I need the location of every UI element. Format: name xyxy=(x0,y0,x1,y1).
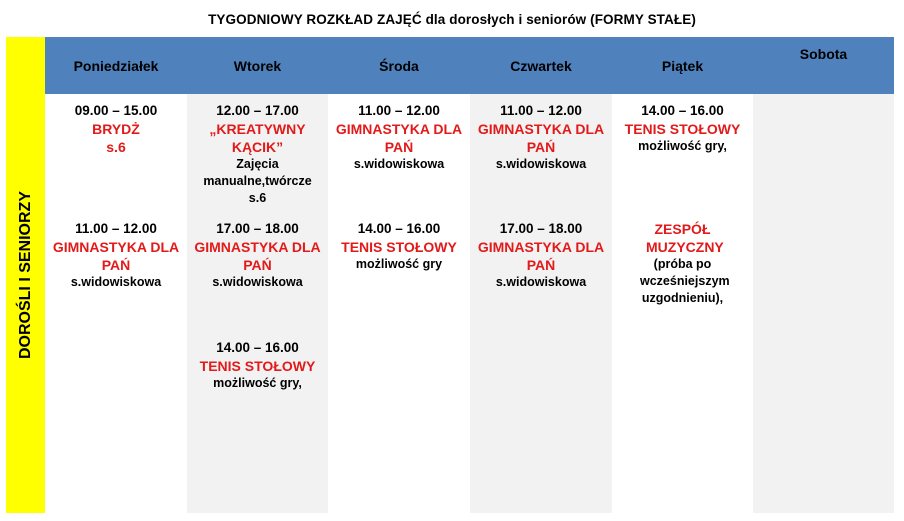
schedule-entry xyxy=(470,220,612,291)
entry-place: s.widowiskowa xyxy=(212,275,303,289)
entry-time: 14.00 – 16.00 xyxy=(216,340,299,355)
day-header-wednesday xyxy=(328,37,470,94)
schedule-entry xyxy=(45,220,187,291)
entry-activity: TENIS STOŁOWY xyxy=(624,121,741,137)
schedule-title: TYGODNIOWY ROZKŁAD ZAJĘĆ dla dorosłych i seniorów (FORMY STAŁE) xyxy=(208,12,696,27)
column-tuesday xyxy=(187,94,328,513)
column-wednesday xyxy=(328,94,470,513)
entry-activity: „KREATYWNY KĄCIK” xyxy=(209,121,306,155)
day-label-tuesday: Wtorek xyxy=(233,58,282,74)
day-label-friday: Piątek xyxy=(661,58,704,74)
column-monday xyxy=(45,94,187,513)
entry-activity: GIMNASTYKA DLA PAŃ xyxy=(477,239,605,273)
entry-time: 11.00 – 12.00 xyxy=(75,221,157,236)
schedule-entry xyxy=(612,220,753,307)
day-label-saturday: Sobota xyxy=(799,46,848,62)
schedule-entry xyxy=(45,102,187,156)
schedule-entry xyxy=(187,339,328,392)
column-thursday xyxy=(470,94,612,513)
day-label-thursday: Czwartek xyxy=(510,58,572,74)
entry-place: możliwość gry, xyxy=(213,376,302,390)
schedule-entry xyxy=(470,102,612,173)
entry-place: s.widowiskowa xyxy=(495,157,587,171)
schedule-entry xyxy=(328,102,470,173)
entry-place: s.widowiskowa xyxy=(353,157,445,171)
entry-activity: GIMNASTYKA DLA PAŃ xyxy=(477,121,605,155)
schedule-entry xyxy=(328,220,470,273)
entry-time: 11.00 – 12.00 xyxy=(358,103,440,118)
day-header-saturday xyxy=(753,37,894,94)
day-header-friday xyxy=(612,37,753,94)
column-saturday xyxy=(753,94,894,513)
day-label-monday: Poniedziałek xyxy=(73,58,159,74)
entry-time: 17.00 – 18.00 xyxy=(499,221,583,236)
side-band xyxy=(6,37,45,513)
schedule-entry xyxy=(187,102,328,207)
entry-activity: ZESPÓŁ MUZYCZNY xyxy=(646,221,724,255)
entry-time: 09.00 – 15.00 xyxy=(74,103,158,118)
day-header-monday xyxy=(45,37,187,94)
day-label-wednesday: Środa xyxy=(379,58,419,74)
entry-place: s.widowiskowa xyxy=(495,275,587,289)
entry-time: 14.00 – 16.00 xyxy=(357,221,441,236)
schedule-entry xyxy=(612,102,753,155)
day-header-thursday xyxy=(470,37,612,94)
entry-activity: GIMNASTYKA DLA PAŃ xyxy=(335,121,463,155)
entry-place: s.widowiskowa xyxy=(70,275,162,289)
entry-time: 12.00 – 17.00 xyxy=(216,103,299,118)
entry-activity: GIMNASTYKA DLA PAŃ xyxy=(194,239,321,273)
entry-time: 11.00 – 12.00 xyxy=(500,103,582,118)
entry-place: s.6 xyxy=(106,139,126,155)
entry-time: 14.00 – 16.00 xyxy=(641,103,724,118)
entry-place: możliwość gry, xyxy=(638,139,727,153)
header-row xyxy=(45,37,894,94)
schedule-entry xyxy=(187,220,328,291)
entry-place: Zajęcia manualne,twórcze s.6 xyxy=(203,157,312,205)
day-header-tuesday xyxy=(187,37,328,94)
side-label: DOROŚLI I SENIORZY xyxy=(16,190,34,360)
entry-time: 17.00 – 18.00 xyxy=(216,221,299,236)
entry-activity: GIMNASTYKA DLA PAŃ xyxy=(52,239,180,273)
entry-activity: TENIS STOŁOWY xyxy=(341,239,457,255)
entry-activity: TENIS STOŁOWY xyxy=(199,358,316,374)
column-friday xyxy=(612,94,753,513)
entry-place: możliwość gry xyxy=(355,257,443,271)
entry-place: (próba po wcześniejszym uzgodnieniu), xyxy=(640,257,730,305)
entry-activity: BRYDŻ xyxy=(92,121,140,137)
